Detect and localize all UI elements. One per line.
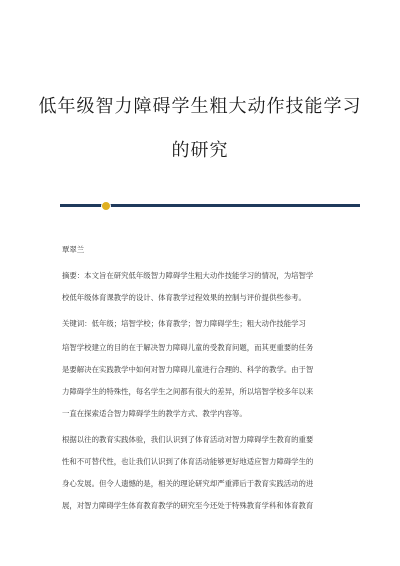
paragraph-1-line-1: 培智学校建立的目的在于解决智力障碍儿童的受教育问题，而其更重要的任务 <box>62 343 314 352</box>
paragraph-1-line-4: 一直在探索适合智力障碍学生的教学方式、教学内容等。 <box>62 409 247 418</box>
divider-accent-dot <box>101 201 111 211</box>
paragraph-2-line-2: 性和不可替代性，也让我们认识到了体育活动能够更好地适应智力障碍学生的 <box>62 457 314 466</box>
document-title-line-2: 的研究 <box>171 140 229 161</box>
document-title-line-1: 低年级智力障碍学生粗大动作技能学习 <box>38 96 362 117</box>
abstract-line-2: 校低年级体育课教学的设计、体育教学过程效果的控制与评价提供些参考。 <box>62 293 306 302</box>
abstract-line-1: 摘要：本文旨在研究低年级智力障碍学生粗大动作技能学习的情况，为培智学 <box>62 271 314 280</box>
author-name: 覃翠兰 <box>62 245 85 254</box>
paragraph-1-line-2: 是要解决在实践教学中如何对智力障碍儿童进行合理的、科学的教学。由于智 <box>62 365 314 374</box>
paragraph-2-line-3: 身心发展。但令人遗憾的是，相关的理论研究却严重滞后于教育实践活动的进 <box>62 479 314 488</box>
paragraph-2-line-1: 根据以往的教育实践体验，我们认识到了体育活动对智力障碍学生教育的重要 <box>62 435 314 444</box>
paragraph-1-line-3: 力障碍学生的特殊性，每名学生之间都有很大的差异，所以培智学校多年以来 <box>62 387 314 396</box>
keywords: 关键词：低年级；培智学校；体育教学；智力障碍学生；粗大动作技能学习 <box>62 319 306 328</box>
paragraph-2-line-4: 展，对智力障碍学生体育教育教学的研究至今还处于特殊教育学科和体育教育 <box>62 501 314 510</box>
